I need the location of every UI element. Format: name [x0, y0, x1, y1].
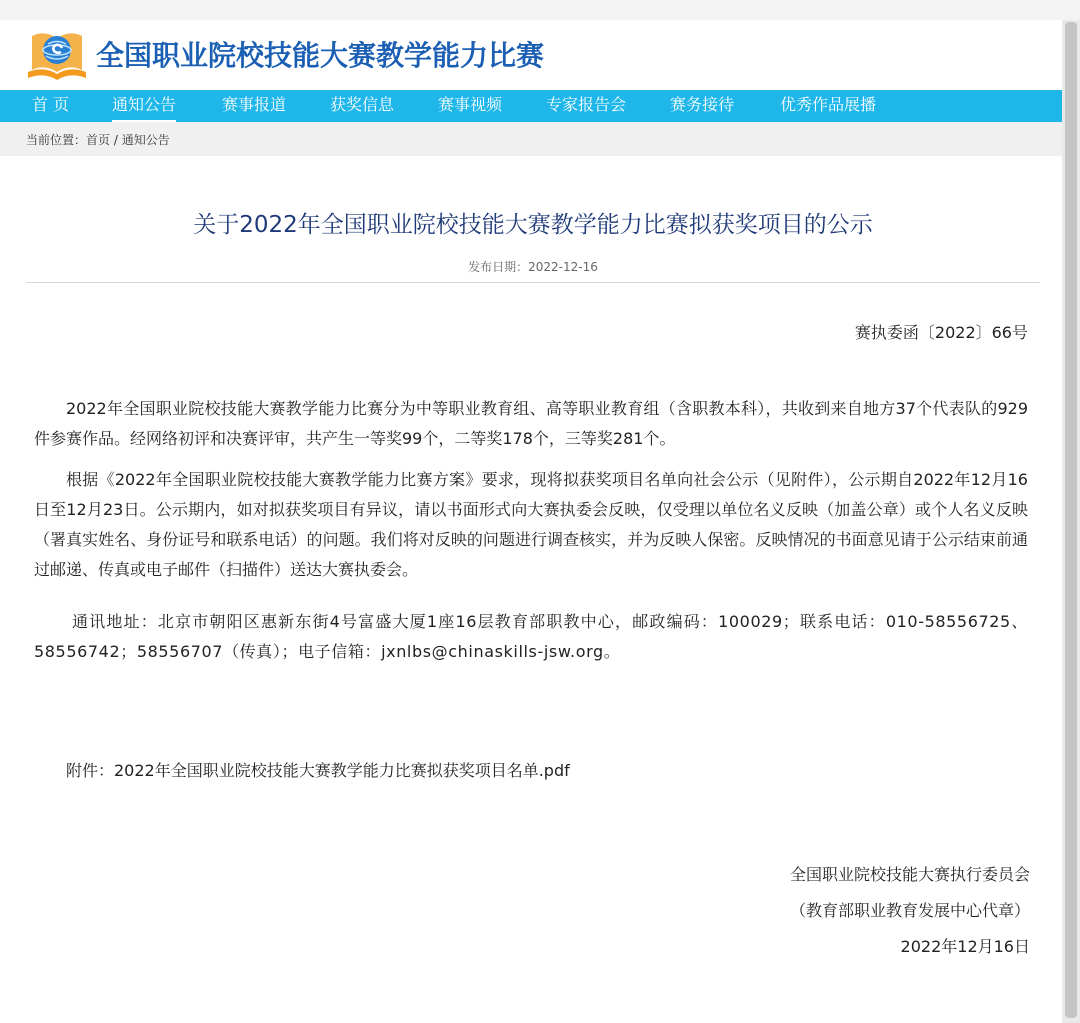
globe-book-icon[interactable]: [24, 26, 90, 82]
signoff-organization: 全国职业院校技能大赛执行委员会: [789, 865, 1030, 884]
document-number: 赛执委函〔2022〕66号: [854, 323, 1028, 342]
paragraph-summary: 2022年全国职业院校技能大赛教学能力比赛分为中等职业教育组、高等职业教育组（含职教本科），共收到来自地方37个代表队的929件参赛作品。经网络初评和决赛评审，共产生一等奖99个，二等奖178个，三等奖281个。: [34, 399, 1028, 448]
breadcrumb-prefix: 当前位置：: [26, 133, 87, 147]
page-scrollbar[interactable]: [1062, 20, 1080, 1023]
breadcrumb-separator: /: [110, 133, 122, 147]
paragraph-publicity: 根据《2022年全国职业院校技能大赛教学能力比赛方案》要求，现将拟获奖项目名单向社会公示（见附件），公示期自2022年12月16日至12月23日。公示期内，如对拟获奖项目有异议，请以书面形式向大赛执委会反映，仅受理以单位名义反映（加盖公章）或个人名义反映（署真实姓名、身份证号和联系电话）的问题。我们将对反映的问题进行调查核实，并为反映人保密。反映情况的书面意见请于公示结束前通过邮递、传真或电子邮件（扫描件）送达大赛执委会。: [34, 470, 1028, 579]
nav-item-notices[interactable]: 通知公告: [112, 90, 176, 122]
scrollbar-thumb[interactable]: [1065, 22, 1077, 1018]
site-header: [0, 20, 1062, 90]
nav-item-reception[interactable]: 赛务接待: [670, 95, 735, 114]
signoff-date: 2022年12月16日: [900, 937, 1030, 956]
site-title[interactable]: 全国职业院校技能大赛教学能力比赛: [96, 39, 545, 72]
breadcrumb-current-link[interactable]: 通知公告: [121, 133, 170, 147]
browser-top-strip: [0, 0, 1080, 20]
nav-item-event-videos[interactable]: 赛事视频: [438, 95, 503, 114]
attachment-link[interactable]: 附件：2022年全国职业院校技能大赛教学能力比赛拟获奖项目名单.pdf: [66, 761, 570, 780]
publish-date: 发布日期：2022-12-16: [468, 260, 598, 274]
nav-item-event-reports[interactable]: 赛事报道: [222, 95, 287, 114]
article-title: 关于2022年全国职业院校技能大赛教学能力比赛拟获奖项目的公示: [193, 212, 873, 238]
nav-item-expert-talks[interactable]: 专家报告会: [546, 95, 627, 114]
breadcrumb-bar: [0, 122, 1062, 156]
breadcrumb: [26, 131, 170, 148]
nav-item-home[interactable]: 首 页: [32, 95, 70, 114]
signoff-seal-note: （教育部职业教育发展中心代章）: [789, 901, 1030, 920]
title-divider: [26, 282, 1040, 283]
paragraph-contact: 通讯地址：北京市朝阳区惠新东街4号富盛大厦1座16层教育部职教中心，邮政编码：100029；联系电话：010-58556725、58556742；58556707（传真）；电子信箱：jxnlbs@chinaskills-jsw.org。: [34, 612, 1028, 661]
nav-item-showcase[interactable]: 优秀作品展播: [780, 95, 877, 114]
nav-item-award-info[interactable]: 获奖信息: [330, 95, 395, 114]
main-nav: [0, 90, 1080, 122]
breadcrumb-home-link[interactable]: 首页: [86, 133, 111, 147]
